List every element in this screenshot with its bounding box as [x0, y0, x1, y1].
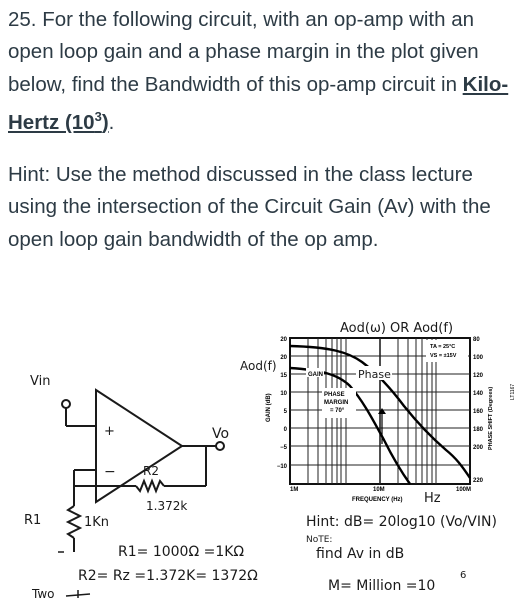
million-exponent: 6: [460, 570, 467, 581]
question-unit-exponent: 3: [94, 109, 102, 125]
x-tick-10m: 10M: [373, 487, 385, 493]
question-text: [8, 4, 518, 139]
noninverting-sign: +: [104, 424, 115, 439]
phase-margin-label-2: MARGIN: [324, 400, 349, 406]
gain-label: GAIN: [308, 372, 323, 378]
vo-label: Vo: [212, 426, 230, 442]
left-tick-6: 0: [283, 427, 287, 433]
two-note: Two: [32, 587, 55, 601]
right-tick-4: 140: [473, 391, 484, 397]
left-tick-1: 20: [280, 337, 287, 343]
x-tick-1m: 1M: [290, 487, 299, 493]
circuit-and-plot-figure: [0, 310, 523, 614]
ylabel-left: GAIN (dB): [266, 393, 272, 422]
phase-margin-label-3: = 70°: [330, 408, 345, 414]
r2-note: R2= Rz =1.372K= 1372Ω: [78, 568, 258, 584]
r1-label: R1: [24, 513, 42, 528]
right-tick-7: 200: [473, 445, 484, 451]
x-tick-100m: 100M: [456, 487, 472, 493]
right-tick-6: 180: [473, 427, 484, 433]
million-note: M= Million =10: [328, 578, 436, 594]
r1-note: R1= 1000Ω =1KΩ: [118, 544, 245, 560]
r1-value: 1Kn: [84, 515, 110, 530]
ylabel-right: PHASE SHIFT (Degrees): [488, 386, 494, 450]
x-axis-label: FREQUENCY (Hz): [352, 497, 403, 503]
bode-plot: [240, 321, 516, 506]
resistor-r1: [68, 506, 80, 538]
right-tick-1: 80: [473, 337, 480, 343]
vin-label: Vin: [30, 374, 51, 389]
inverting-sign: −: [104, 464, 116, 480]
right-tick-8: 220: [473, 478, 484, 484]
condition-vs: VS = ±15V: [430, 353, 457, 359]
left-tick-5: 5: [283, 409, 287, 415]
question-intro: 25. For the following circuit, with an op-amp with an open loop gain and a phase margin in the plot given below, find the Bandwidth of this op-amp circuit in: [8, 8, 479, 96]
r2-label: R2: [143, 464, 159, 478]
note-word: NoTE:: [306, 535, 333, 545]
resistor-r2: [136, 481, 164, 491]
aod-label: Aod(f): [240, 359, 277, 373]
hz-note: Hz: [424, 491, 441, 506]
side-code: LT1167: [510, 383, 516, 400]
question-end: .: [108, 111, 115, 135]
right-tick-5: 160: [473, 409, 484, 415]
phase-label: Phase: [358, 368, 391, 381]
right-tick-3: 120: [473, 373, 484, 379]
phase-margin-label-1: PHASE: [324, 392, 345, 398]
hint-text: Hint: Use the method discussed in the class lecture using the intersection of the Circuit Gain (Av) with the open loop gain bandwidth of the op amp.: [8, 163, 491, 251]
left-tick-4: 10: [280, 391, 287, 397]
hint-formula: Hint: dB= 20log10 (Vo/VIN): [306, 514, 497, 530]
left-tick-7: −5: [280, 445, 287, 451]
find-av-note: find Av in dB: [316, 546, 405, 562]
left-tick-2: 20: [280, 355, 287, 361]
left-tick-8: −10: [276, 464, 287, 470]
question-unit: Kilo-Hertz $(10^3)$: [8, 72, 509, 135]
plot-top-label: Aod(ω) OR Aod(f): [340, 321, 454, 336]
condition-ta: TA = 25°C: [430, 344, 456, 350]
r2-value: 1.372k: [146, 499, 188, 513]
left-tick-3: 15: [280, 373, 287, 379]
right-tick-2: 100: [473, 355, 484, 361]
